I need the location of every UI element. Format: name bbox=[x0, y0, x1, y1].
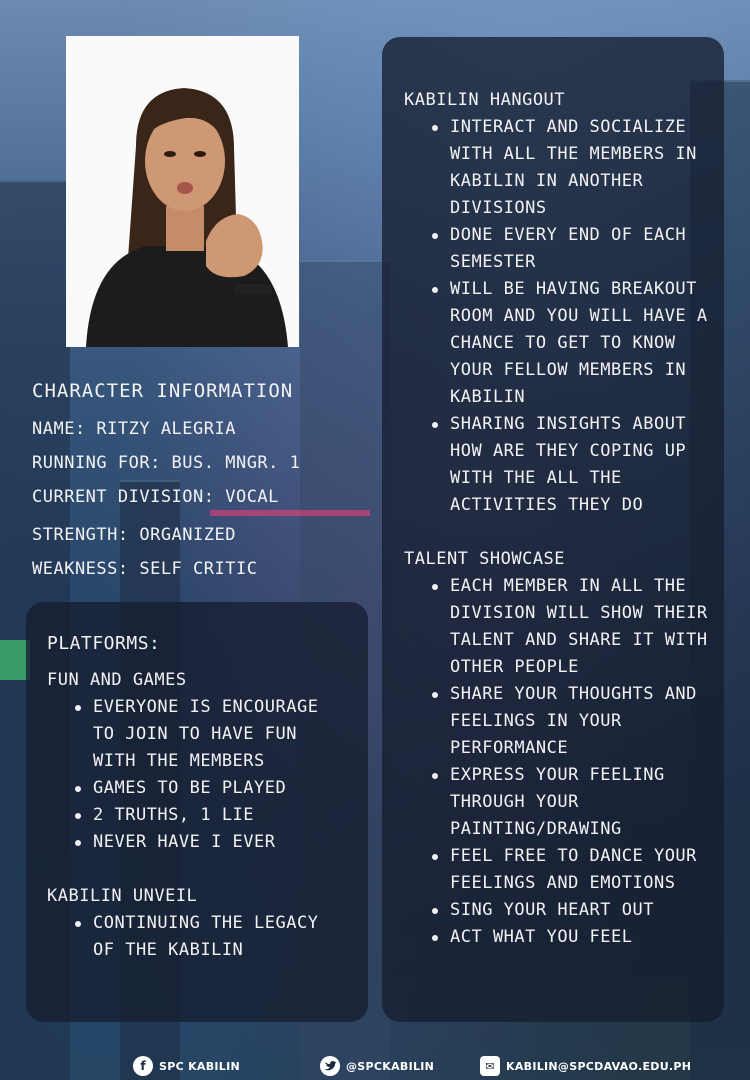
mail-icon: ✉ bbox=[480, 1056, 500, 1076]
platforms-title: PLATFORMS: bbox=[47, 633, 161, 654]
email-label: KABILIN@SPCDAVAO.EDU.PH bbox=[506, 1059, 692, 1073]
candidate-strength: STRENGTH: ORGANIZED bbox=[32, 525, 236, 545]
candidate-position: RUNNING FOR: BUS. MNGR. 1 bbox=[32, 453, 301, 473]
candidate-photo bbox=[66, 36, 299, 347]
candidate-weakness: WEAKNESS: SELF CRITIC bbox=[32, 559, 258, 579]
talent-showcase-title: TALENT SHOWCASE bbox=[404, 549, 566, 569]
facebook-link[interactable] bbox=[133, 1056, 240, 1076]
candidate-name: NAME: RITZY ALEGRIA bbox=[32, 419, 236, 439]
twitter-icon bbox=[320, 1056, 340, 1076]
character-info-heading: CHARACTER INFORMATION bbox=[32, 380, 294, 402]
footer-contacts bbox=[0, 1048, 750, 1080]
fun-and-games-title: FUN AND GAMES bbox=[47, 670, 187, 690]
twitter-label: @SPCKABILIN bbox=[346, 1059, 435, 1073]
kabilin-hangout-title: KABILIN HANGOUT bbox=[404, 90, 566, 110]
list-item: EACH MEMBER IN ALL THE DIVISION WILL SHOW THEIR TALENT AND SHARE IT WITH OTHER PEOPLE bbox=[428, 573, 710, 681]
list-item: SHARING INSIGHTS ABOUT HOW ARE THEY COPING UP WITH THE ALL THE ACTIVITIES THEY DO bbox=[428, 411, 710, 519]
list-item: GAMES TO BE PLAYED bbox=[71, 775, 350, 802]
character-information bbox=[32, 380, 362, 586]
list-item: ACT WHAT YOU FEEL bbox=[428, 924, 710, 951]
list-item: NEVER HAVE I EVER bbox=[71, 829, 350, 856]
platforms-detail-panel bbox=[382, 37, 724, 1022]
facebook-icon: f bbox=[133, 1056, 153, 1076]
list-item: DONE EVERY END OF EACH SEMESTER bbox=[428, 222, 710, 276]
list-item: EXPRESS YOUR FEELING THROUGH YOUR PAINTING/DRAWING bbox=[428, 762, 710, 843]
talent-showcase-list bbox=[428, 573, 710, 951]
list-item: SING YOUR HEART OUT bbox=[428, 897, 710, 924]
kabilin-hangout-list bbox=[428, 114, 710, 519]
list-item: EVERYONE IS ENCOURAGE TO JOIN TO HAVE FUN WITH THE MEMBERS bbox=[71, 694, 350, 775]
list-item: 2 TRUTHS, 1 LIE bbox=[71, 802, 350, 829]
facebook-label: SPC KABILIN bbox=[159, 1059, 241, 1073]
kabilin-unveil-list bbox=[71, 910, 350, 964]
list-item: INTERACT AND SOCIALIZE WITH ALL THE MEMBERS IN KABILIN IN ANOTHER DIVISIONS bbox=[428, 114, 710, 222]
list-item: WILL BE HAVING BREAKOUT ROOM AND YOU WILL HAVE A CHANCE TO GET TO KNOW YOUR FELLOW MEMBERS IN KABILIN bbox=[428, 276, 710, 411]
list-item: SHARE YOUR THOUGHTS AND FEELINGS IN YOUR PERFORMANCE bbox=[428, 681, 710, 762]
candidate-division: CURRENT DIVISION: VOCAL bbox=[32, 487, 279, 507]
platforms-panel bbox=[26, 602, 368, 1022]
twitter-link[interactable] bbox=[320, 1056, 434, 1076]
list-item: CONTINUING THE LEGACY OF THE KABILIN bbox=[71, 910, 350, 964]
email-link[interactable] bbox=[480, 1056, 691, 1076]
list-item: FEEL FREE TO DANCE YOUR FEELINGS AND EMOTIONS bbox=[428, 843, 710, 897]
fun-and-games-list bbox=[71, 694, 350, 856]
kabilin-unveil-title: KABILIN UNVEIL bbox=[47, 886, 198, 906]
